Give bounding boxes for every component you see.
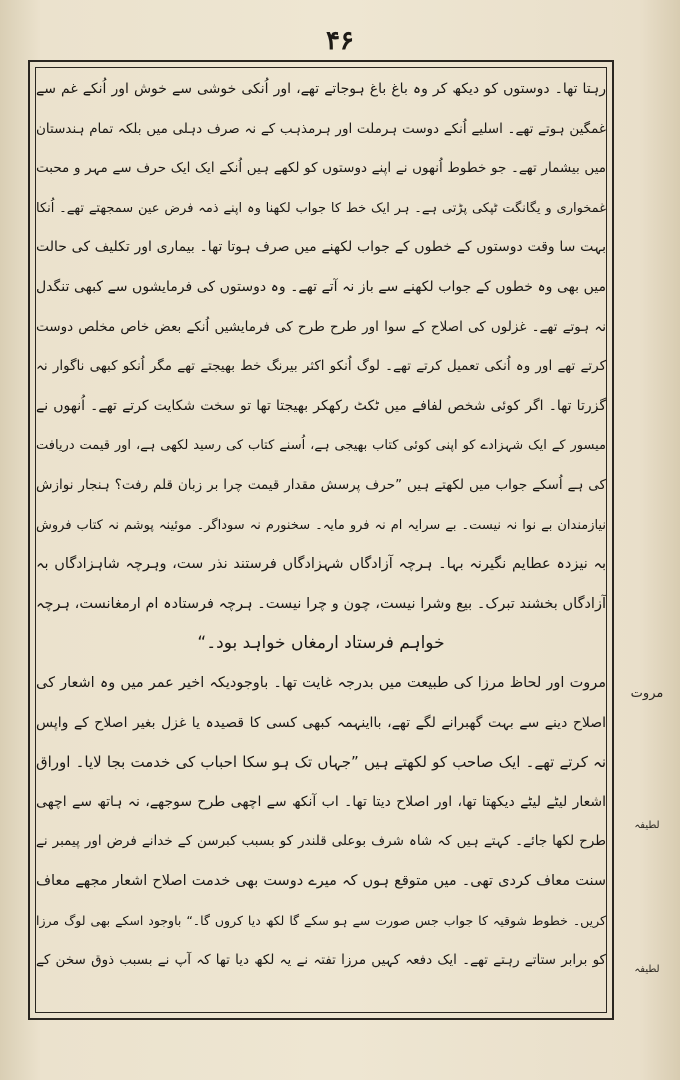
text-line: میں بیشمار تھے۔ جو خطوط اُنھوں نے اپنے دوستوں کو لکھے ہیں اُنکے ایک ایک حرف سے مہر و محبت — [36, 160, 606, 177]
margin-note-latifa: لطیفہ — [634, 964, 660, 975]
margin-note-murawwat: مروت — [630, 686, 664, 701]
text-line: کی ہے اُسکے جواب میں لکھتے ہیں ”حرف پرسش مقدار قیمت چرا بر زبان قلم رفت؟ ہنجار نوازش — [36, 476, 606, 493]
text-line: نہ ہوتے تھے۔ غزلوں کی اصلاح کے سوا اور طرح طرح کی فرمایشیں اُنکے بعض خاص مخلص دوست — [36, 318, 606, 335]
margin-note-latifa: لطیفہ — [634, 820, 660, 831]
text-line: رہتا تھا۔ دوستوں کو دیکھ کر وہ باغ باغ ہوجاتے تھے، اور اُنکی خوشی سے خوش اور اُنکے غم سے — [36, 81, 606, 97]
text-line: گزرتا تھا۔ اگر کوئی شخص لفافے میں ٹکٹ رکھکر بھیجتا تھا تو سخت شکایت کرتے تھے۔ اُنھوں نے — [36, 397, 606, 414]
text-line: میں بھی وہ خطوں کے جواب لکھنے سے باز نہ آتے تھے۔ وہ دوستوں کی فرمایشوں سے کبھی تنگدل — [36, 278, 606, 295]
text-line: اصلاح دینے سے بہت گھبرانے لگے تھے، بااینہمہ کبھی کسی کا قصیدہ یا غزل بغیر اصلاح کے واپس — [36, 714, 606, 731]
text-line: طرح لکھا جائے۔ کہتے ہیں کہ شاہ شرف بوعلی قلندر کو بسبب کبرسن کے خدانے فرض اور پیمبر نے — [36, 833, 606, 850]
text-line: غمخواری و یگانگت ٹپکی پڑتی ہے۔ ہر ایک خط کا جواب لکھنا وہ اپنے ذمہ فرض عین سمجھتے تھے۔ اُنکا — [36, 200, 606, 216]
text-line: کریں۔ خطوط شوقیہ کا جواب جس صورت سے ہو سکے گا لکھ دیا کروں گا۔“ باوجود اسکے بھی لوگ مرزا — [36, 913, 606, 929]
text-line: نہ کرتے تھے۔ ایک صاحب کو لکھتے ہیں ”جہاں تک ہو سکا احباب کی خدمت بجا لایا۔ اوراق — [36, 753, 606, 772]
text-line: بہت سا وقت دوستوں کے خطوں کے جواب لکھنے میں صرف ہوتا تھا۔ بیماری اور تکلیف کی حالت — [36, 239, 606, 256]
text-line: اشعار لیٹے لیٹے دیکھتا تھا، اور اصلاح دیتا تھا۔ اب آنکھ سے اچھی طرح سوجھے، نہ ہاتھ سے اچھی — [36, 793, 606, 810]
text-line: سنت معاف کردی تھی۔ میں متوقع ہوں کہ میرے دوست بھی خدمت اصلاح اشعار مجھے معاف — [36, 872, 606, 889]
text-line: خواہم فرستاد ارمغاں خواہد بود۔“ — [197, 633, 445, 654]
text-line: میسور کے ایک شہزادے کو اپنی کوئی کتاب بھیجی ہے، اُسنے کتاب کی رسید لکھی ہے، اور قیمت دریافت — [36, 438, 606, 454]
text-line: کرتے تھے اور وہ اُنکی تعمیل کرتے تھے۔ لوگ اُنکو اکثر بیرنگ خط بھیجتے تھے مگر اُنکو کبھی ناگوار نہ — [36, 358, 606, 375]
body-text — [36, 70, 606, 981]
text-line: مروت اور لحاظ مرزا کی طبیعت میں بدرجہ غایت تھا۔ باوجودیکہ اخیر عمر میں وہ اشعار کی — [36, 674, 606, 691]
page-number: ۴۶ — [326, 26, 354, 56]
text-line: نیازمندان بے نوا نہ نیست۔ بے سرایہ ام نہ فرو مایہ۔ سخنورم نہ سوداگر۔ موئینہ پوشم نہ کتاب فروش — [36, 517, 606, 533]
text-line: بہ نیزدہ عطایم نگیرنہ بہا۔ ہرچہ آزادگاں شہزادگاں فرستند نذر ست، وہرچہ شاہزادگاں بہ — [36, 556, 606, 573]
text-line: غمگین ہوتے تھے۔ اسلیے اُنکے دوست ہرملت اور ہرمذہب کے نہ صرف دہلی میں بلکہ تمام ہندستان — [36, 120, 606, 137]
text-line: آزادگاں بخشند تبرک۔ بیع وشرا نیست، چون و چرا نیست۔ ہرچہ فرستادہ ام ارمغانست، ہرچہ — [36, 595, 606, 612]
text-line: کو برابر ستاتے رہتے تھے۔ ایک دفعہ کہیں مرزا تفتہ نے یہ لکھ دیا تھا کہ آپ نے بسبب ذوق سخن کے — [36, 952, 606, 969]
